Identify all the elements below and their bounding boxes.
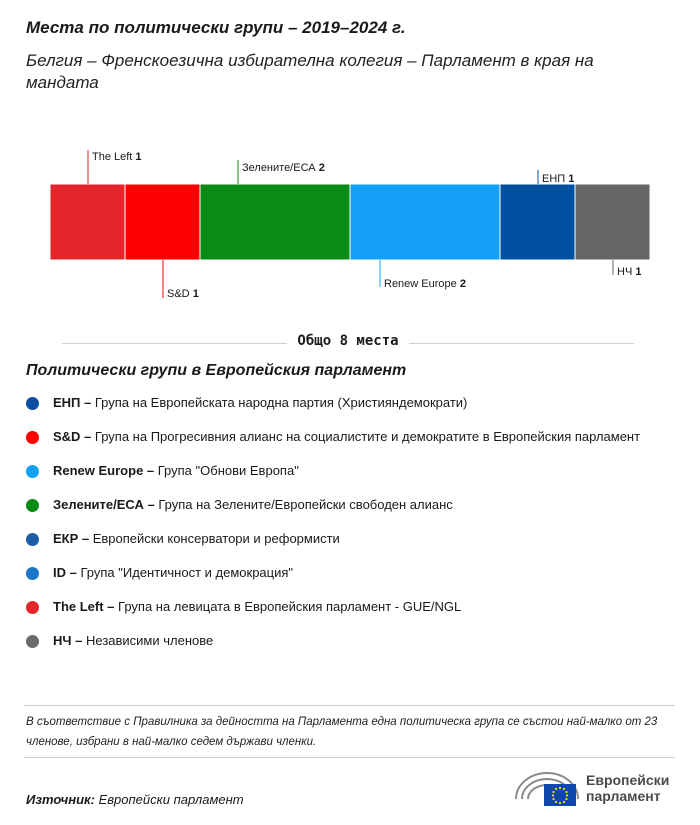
logo-line-2: парламент — [586, 788, 661, 804]
legend-dot-icon — [26, 431, 39, 444]
legend-dot-icon — [26, 499, 39, 512]
legend-description: Група на левицата в Европейския парламент - GUE/NGL — [118, 599, 462, 614]
legend-description: Група "Идентичност и демокрация" — [80, 565, 294, 580]
segment-value-2: 1 — [192, 288, 199, 300]
hemicycle-eu-flag-icon — [514, 769, 580, 807]
legend-dot-icon — [26, 567, 39, 580]
segment-name-2: S&D — [167, 288, 193, 300]
segment-value-6: 1 — [635, 266, 642, 278]
legend-abbr: The Left – — [53, 599, 119, 614]
legend-abbr: S&D – — [53, 429, 95, 444]
bar-segment-1 — [50, 184, 125, 260]
legend-abbr: Renew Europe – — [53, 463, 158, 478]
legend-dot-icon — [26, 635, 39, 648]
note-divider-top — [24, 705, 675, 706]
bar-segment-3 — [200, 184, 350, 260]
legend-item — [26, 462, 676, 480]
note-divider-bottom — [24, 757, 675, 758]
legend-item — [26, 428, 676, 446]
bar-segment-6 — [575, 184, 650, 260]
legend-abbr: ID – — [53, 565, 81, 580]
segment-value-4: 2 — [459, 278, 466, 290]
legend-item — [26, 394, 676, 412]
source-line — [26, 792, 244, 807]
legend-description: Група "Обнови Европа" — [157, 463, 299, 478]
legend-abbr: ЕНП – — [53, 395, 95, 410]
segment-label-4 — [384, 278, 466, 290]
source-label: Източник: — [26, 792, 95, 807]
segment-value-3: 2 — [318, 162, 325, 174]
legend-dot-icon — [26, 397, 39, 410]
legend-item — [26, 564, 676, 582]
legend-description: Група на Прогресивния алианс на социалистите и демократите в Европейския парламент — [94, 429, 641, 444]
segment-name-6: НЧ — [617, 266, 636, 278]
legend-item — [26, 530, 676, 548]
segment-label-2 — [167, 288, 199, 300]
bar-segment-2 — [125, 184, 200, 260]
segment-label-5 — [542, 173, 574, 185]
source-text: Европейски парламент — [98, 792, 244, 807]
legend-description: Група на Зелените/Европейски свободен алианс — [158, 497, 453, 512]
segment-label-6 — [617, 266, 641, 278]
logo-line-1: Европейски — [586, 772, 670, 788]
legend-dot-icon — [26, 465, 39, 478]
legend-abbr: Зелените/ЕСА – — [53, 497, 159, 512]
segment-value-5: 1 — [568, 173, 575, 185]
segment-value-1: 1 — [135, 151, 142, 163]
legend-description: Европейски консерватори и реформисти — [92, 531, 340, 546]
segment-label-3 — [242, 162, 325, 174]
segment-label-1 — [92, 151, 142, 163]
seat-bar-chart — [0, 140, 700, 320]
total-seats — [62, 330, 634, 354]
footnote: В съответствие с Правилника за дейността на Парламента една политическа група се състои най-малко от 23 членове, избрани в най-малко седем държави членки. — [26, 716, 658, 748]
ep-logo — [514, 769, 684, 809]
legend-item — [26, 598, 676, 616]
legend-abbr: ЕКР – — [53, 531, 93, 546]
bar-segment-5 — [500, 184, 575, 260]
legend-title: Политически групи в Европейския парламент — [26, 362, 407, 379]
bar-segment-4 — [350, 184, 500, 260]
legend-dot-icon — [26, 601, 39, 614]
legend-dot-icon — [26, 533, 39, 546]
legend-description: Група на Европейската народна партия (Християндемократи) — [94, 395, 468, 410]
legend-abbr: НЧ – — [53, 633, 86, 648]
segment-name-3: Зелените/ЕСА — [242, 162, 319, 174]
segment-name-5: ЕНП — [542, 173, 569, 185]
group-legend — [26, 394, 676, 650]
chart-subtitle: Белгия – Френскоезична избирателна колегия – Парламент в края на мандата — [26, 51, 594, 92]
legend-description: Независими членове — [85, 633, 214, 648]
segment-name-1: The Left — [92, 151, 136, 163]
legend-item — [26, 632, 676, 650]
chart-title: Места по политически групи – 2019–2024 г. — [26, 18, 406, 37]
segment-name-4: Renew Europe — [384, 278, 460, 290]
legend-item — [26, 496, 676, 514]
total-seats-label: Общо 8 места — [287, 333, 408, 349]
